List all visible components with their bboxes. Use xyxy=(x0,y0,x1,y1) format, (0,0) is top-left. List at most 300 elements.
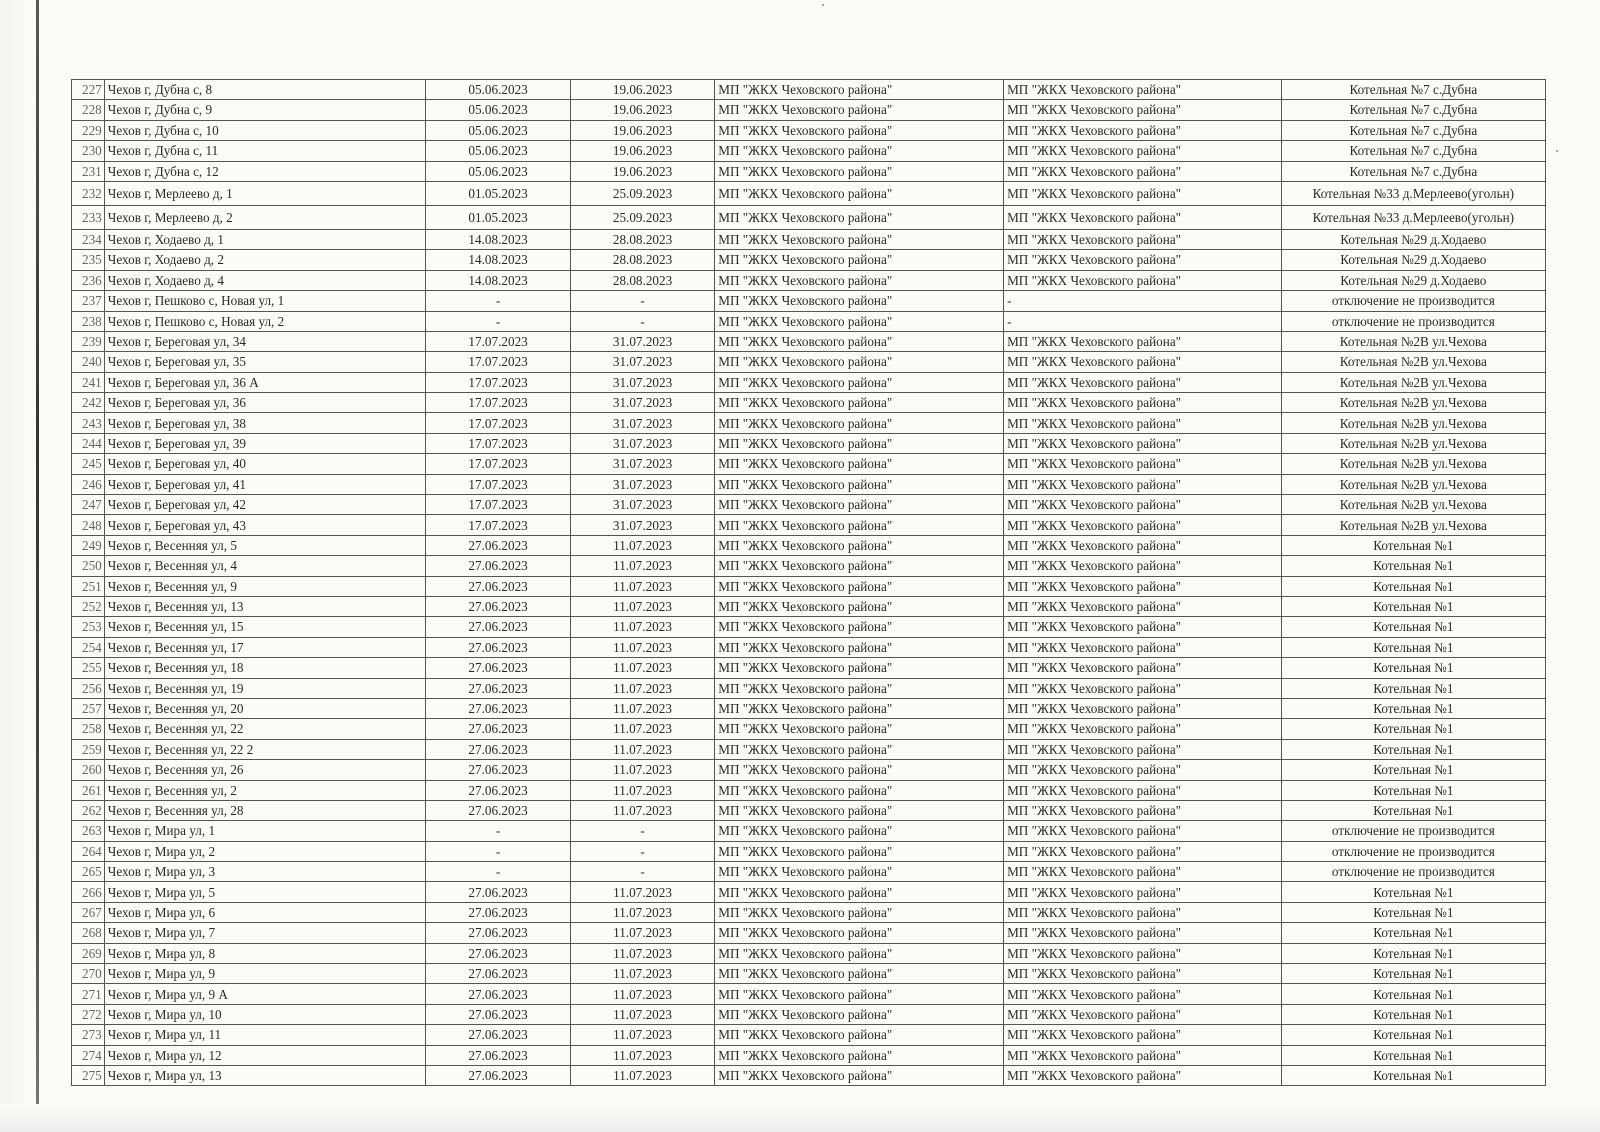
address-cell: Чехов г, Весенняя ул, 20 xyxy=(104,698,426,718)
outage-end-date: - xyxy=(570,841,714,861)
address-cell: Чехов г, Весенняя ул, 2 xyxy=(104,780,426,800)
managing-organization: МП "ЖКХ Чеховского района" xyxy=(715,739,1004,759)
managing-organization: МП "ЖКХ Чеховского района" xyxy=(715,1045,1004,1065)
table-row xyxy=(72,352,1546,372)
heat-source: Котельная №2В ул.Чехова xyxy=(1281,352,1545,372)
heat-supply-organization: МП "ЖКХ Чеховского района" xyxy=(1004,637,1282,657)
outage-end-date: 19.06.2023 xyxy=(570,100,714,120)
address-cell: Чехов г, Пешково с, Новая ул, 2 xyxy=(104,311,426,331)
address-cell: Чехов г, Мерлеево д, 1 xyxy=(104,181,426,205)
row-number: 240 xyxy=(72,352,105,372)
heat-supply-organization: МП "ЖКХ Чеховского района" xyxy=(1004,181,1282,205)
managing-organization: МП "ЖКХ Чеховского района" xyxy=(715,800,1004,820)
address-cell: Чехов г, Мира ул, 6 xyxy=(104,902,426,922)
outage-end-date: 11.07.2023 xyxy=(570,739,714,759)
heat-source: Котельная №1 xyxy=(1281,698,1545,718)
heat-supply-organization: МП "ЖКХ Чеховского района" xyxy=(1004,984,1282,1004)
address-cell: Чехов г, Мира ул, 8 xyxy=(104,943,426,963)
heat-source: Котельная №1 xyxy=(1281,943,1545,963)
outage-end-date: 11.07.2023 xyxy=(570,943,714,963)
table-row xyxy=(72,372,1546,392)
outage-end-date: - xyxy=(570,821,714,841)
outage-start-date: 27.06.2023 xyxy=(426,637,570,657)
outage-start-date: 27.06.2023 xyxy=(426,760,570,780)
outage-start-date: 27.06.2023 xyxy=(426,1045,570,1065)
heat-supply-organization: МП "ЖКХ Чеховского района" xyxy=(1004,943,1282,963)
row-number: 268 xyxy=(72,923,105,943)
heat-supply-organization: МП "ЖКХ Чеховского района" xyxy=(1004,205,1282,229)
address-cell: Чехов г, Весенняя ул, 4 xyxy=(104,556,426,576)
table-row xyxy=(72,943,1546,963)
table-row xyxy=(72,576,1546,596)
row-number: 256 xyxy=(72,678,105,698)
table-row xyxy=(72,413,1546,433)
outage-start-date: 17.07.2023 xyxy=(426,331,570,351)
heat-source: отключение не производится xyxy=(1281,841,1545,861)
heat-source: Котельная №7 с.Дубна xyxy=(1281,141,1545,161)
row-number: 232 xyxy=(72,181,105,205)
managing-organization: МП "ЖКХ Чеховского района" xyxy=(715,270,1004,290)
outage-start-date: 05.06.2023 xyxy=(426,120,570,140)
outage-start-date: 01.05.2023 xyxy=(426,181,570,205)
heat-supply-organization: МП "ЖКХ Чеховского района" xyxy=(1004,862,1282,882)
managing-organization: МП "ЖКХ Чеховского района" xyxy=(715,393,1004,413)
outage-start-date: 17.07.2023 xyxy=(426,413,570,433)
managing-organization: МП "ЖКХ Чеховского района" xyxy=(715,658,1004,678)
heat-supply-organization: МП "ЖКХ Чеховского района" xyxy=(1004,1025,1282,1045)
table-row xyxy=(72,658,1546,678)
outage-start-date: 27.06.2023 xyxy=(426,800,570,820)
outage-start-date: 27.06.2023 xyxy=(426,923,570,943)
scan-speck xyxy=(822,4,824,6)
outage-start-date: - xyxy=(426,862,570,882)
managing-organization: МП "ЖКХ Чеховского района" xyxy=(715,719,1004,739)
table-row xyxy=(72,331,1546,351)
heat-supply-organization: МП "ЖКХ Чеховского района" xyxy=(1004,515,1282,535)
outage-end-date: 11.07.2023 xyxy=(570,964,714,984)
row-number: 267 xyxy=(72,902,105,922)
table-row xyxy=(72,923,1546,943)
row-number: 236 xyxy=(72,270,105,290)
outage-start-date: - xyxy=(426,291,570,311)
heat-supply-organization: МП "ЖКХ Чеховского района" xyxy=(1004,923,1282,943)
outage-end-date: 11.07.2023 xyxy=(570,902,714,922)
row-number: 273 xyxy=(72,1025,105,1045)
heat-supply-organization: МП "ЖКХ Чеховского района" xyxy=(1004,1045,1282,1065)
row-number: 266 xyxy=(72,882,105,902)
heat-source: Котельная №1 xyxy=(1281,902,1545,922)
address-cell: Чехов г, Мира ул, 5 xyxy=(104,882,426,902)
outage-start-date: 05.06.2023 xyxy=(426,80,570,100)
outage-start-date: 14.08.2023 xyxy=(426,229,570,249)
outage-start-date: 27.06.2023 xyxy=(426,658,570,678)
table-row xyxy=(72,698,1546,718)
managing-organization: МП "ЖКХ Чеховского района" xyxy=(715,882,1004,902)
address-cell: Чехов г, Береговая ул, 38 xyxy=(104,413,426,433)
outage-end-date: 11.07.2023 xyxy=(570,800,714,820)
managing-organization: МП "ЖКХ Чеховского района" xyxy=(715,141,1004,161)
heat-supply-organization: МП "ЖКХ Чеховского района" xyxy=(1004,780,1282,800)
outage-start-date: 01.05.2023 xyxy=(426,205,570,229)
row-number: 237 xyxy=(72,291,105,311)
outage-end-date: 31.07.2023 xyxy=(570,413,714,433)
heat-source: Котельная №1 xyxy=(1281,719,1545,739)
table-row xyxy=(72,637,1546,657)
heat-supply-organization: МП "ЖКХ Чеховского района" xyxy=(1004,760,1282,780)
heat-source: Котельная №1 xyxy=(1281,535,1545,555)
heat-source: Котельная №2В ул.Чехова xyxy=(1281,515,1545,535)
outage-end-date: 11.07.2023 xyxy=(570,923,714,943)
managing-organization: МП "ЖКХ Чеховского района" xyxy=(715,161,1004,181)
heat-supply-organization: МП "ЖКХ Чеховского района" xyxy=(1004,474,1282,494)
outage-end-date: 28.08.2023 xyxy=(570,270,714,290)
heat-source: Котельная №1 xyxy=(1281,882,1545,902)
address-cell: Чехов г, Весенняя ул, 17 xyxy=(104,637,426,657)
table-row xyxy=(72,250,1546,270)
outage-end-date: 31.07.2023 xyxy=(570,393,714,413)
table-row xyxy=(72,270,1546,290)
outage-end-date: 19.06.2023 xyxy=(570,161,714,181)
outage-start-date: 05.06.2023 xyxy=(426,161,570,181)
heat-source: Котельная №2В ул.Чехова xyxy=(1281,474,1545,494)
heat-supply-organization: МП "ЖКХ Чеховского района" xyxy=(1004,1065,1282,1085)
outage-start-date: 27.06.2023 xyxy=(426,902,570,922)
address-cell: Чехов г, Ходаево д, 1 xyxy=(104,229,426,249)
managing-organization: МП "ЖКХ Чеховского района" xyxy=(715,181,1004,205)
heat-source: Котельная №1 xyxy=(1281,1025,1545,1045)
managing-organization: МП "ЖКХ Чеховского района" xyxy=(715,311,1004,331)
outage-start-date: 27.06.2023 xyxy=(426,617,570,637)
scan-binding-edge xyxy=(36,0,39,1132)
managing-organization: МП "ЖКХ Чеховского района" xyxy=(715,515,1004,535)
row-number: 258 xyxy=(72,719,105,739)
heat-source: Котельная №1 xyxy=(1281,1045,1545,1065)
outage-start-date: 27.06.2023 xyxy=(426,882,570,902)
outage-end-date: 31.07.2023 xyxy=(570,515,714,535)
outage-end-date: 11.07.2023 xyxy=(570,596,714,616)
managing-organization: МП "ЖКХ Чеховского района" xyxy=(715,80,1004,100)
table-row xyxy=(72,780,1546,800)
outage-start-date: 17.07.2023 xyxy=(426,352,570,372)
outage-start-date: 27.06.2023 xyxy=(426,1065,570,1085)
managing-organization: МП "ЖКХ Чеховского района" xyxy=(715,760,1004,780)
outage-start-date: 27.06.2023 xyxy=(426,535,570,555)
table-row xyxy=(72,739,1546,759)
outage-end-date: - xyxy=(570,291,714,311)
heat-source: отключение не производится xyxy=(1281,862,1545,882)
outage-start-date: - xyxy=(426,841,570,861)
row-number: 259 xyxy=(72,739,105,759)
table-row xyxy=(72,678,1546,698)
heat-supply-organization: МП "ЖКХ Чеховского района" xyxy=(1004,120,1282,140)
managing-organization: МП "ЖКХ Чеховского района" xyxy=(715,433,1004,453)
table-row xyxy=(72,1065,1546,1085)
outage-start-date: 27.06.2023 xyxy=(426,576,570,596)
outage-end-date: 19.06.2023 xyxy=(570,120,714,140)
heat-source: отключение не производится xyxy=(1281,821,1545,841)
address-cell: Чехов г, Дубна с, 10 xyxy=(104,120,426,140)
outage-end-date: 11.07.2023 xyxy=(570,882,714,902)
address-cell: Чехов г, Весенняя ул, 5 xyxy=(104,535,426,555)
row-number: 265 xyxy=(72,862,105,882)
table-row xyxy=(72,617,1546,637)
address-cell: Чехов г, Весенняя ул, 18 xyxy=(104,658,426,678)
address-cell: Чехов г, Мира ул, 12 xyxy=(104,1045,426,1065)
address-cell: Чехов г, Береговая ул, 34 xyxy=(104,331,426,351)
row-number: 246 xyxy=(72,474,105,494)
row-number: 230 xyxy=(72,141,105,161)
managing-organization: МП "ЖКХ Чеховского района" xyxy=(715,1004,1004,1024)
managing-organization: МП "ЖКХ Чеховского района" xyxy=(715,964,1004,984)
heat-source: Котельная №1 xyxy=(1281,576,1545,596)
table-row xyxy=(72,433,1546,453)
address-cell: Чехов г, Весенняя ул, 9 xyxy=(104,576,426,596)
heat-source: Котельная №1 xyxy=(1281,556,1545,576)
heat-source: Котельная №33 д.Мерлеево(угольн) xyxy=(1281,181,1545,205)
table-row xyxy=(72,862,1546,882)
table-row xyxy=(72,719,1546,739)
outage-end-date: 28.08.2023 xyxy=(570,250,714,270)
row-number: 272 xyxy=(72,1004,105,1024)
heat-source: Котельная №7 с.Дубна xyxy=(1281,100,1545,120)
outage-start-date: 27.06.2023 xyxy=(426,1025,570,1045)
outage-start-date: 27.06.2023 xyxy=(426,556,570,576)
managing-organization: МП "ЖКХ Чеховского района" xyxy=(715,576,1004,596)
table-row xyxy=(72,311,1546,331)
address-cell: Чехов г, Дубна с, 11 xyxy=(104,141,426,161)
outage-start-date: 27.06.2023 xyxy=(426,780,570,800)
table-row xyxy=(72,454,1546,474)
heat-source: Котельная №1 xyxy=(1281,739,1545,759)
outage-end-date: 11.07.2023 xyxy=(570,1004,714,1024)
row-number: 275 xyxy=(72,1065,105,1085)
heat-source: Котельная №29 д.Ходаево xyxy=(1281,270,1545,290)
table-row xyxy=(72,495,1546,515)
managing-organization: МП "ЖКХ Чеховского района" xyxy=(715,821,1004,841)
managing-organization: МП "ЖКХ Чеховского района" xyxy=(715,120,1004,140)
outage-end-date: 11.07.2023 xyxy=(570,678,714,698)
heat-supply-organization: МП "ЖКХ Чеховского района" xyxy=(1004,161,1282,181)
row-number: 260 xyxy=(72,760,105,780)
outage-end-date: 25.09.2023 xyxy=(570,205,714,229)
outage-end-date: 19.06.2023 xyxy=(570,80,714,100)
heat-supply-organization: МП "ЖКХ Чеховского района" xyxy=(1004,229,1282,249)
table-row xyxy=(72,141,1546,161)
managing-organization: МП "ЖКХ Чеховского района" xyxy=(715,331,1004,351)
table-row xyxy=(72,800,1546,820)
table-row xyxy=(72,181,1546,205)
outage-end-date: 31.07.2023 xyxy=(570,331,714,351)
row-number: 248 xyxy=(72,515,105,535)
managing-organization: МП "ЖКХ Чеховского района" xyxy=(715,617,1004,637)
row-number: 247 xyxy=(72,495,105,515)
table-row xyxy=(72,535,1546,555)
row-number: 261 xyxy=(72,780,105,800)
address-cell: Чехов г, Мира ул, 11 xyxy=(104,1025,426,1045)
heat-supply-organization: МП "ЖКХ Чеховского района" xyxy=(1004,352,1282,372)
heat-source: Котельная №7 с.Дубна xyxy=(1281,161,1545,181)
row-number: 229 xyxy=(72,120,105,140)
heat-source: Котельная №7 с.Дубна xyxy=(1281,120,1545,140)
heat-source: Котельная №2В ул.Чехова xyxy=(1281,331,1545,351)
managing-organization: МП "ЖКХ Чеховского района" xyxy=(715,698,1004,718)
address-cell: Чехов г, Мира ул, 13 xyxy=(104,1065,426,1085)
outage-start-date: 27.06.2023 xyxy=(426,596,570,616)
heat-source: Котельная №1 xyxy=(1281,964,1545,984)
outage-end-date: 11.07.2023 xyxy=(570,1025,714,1045)
heat-supply-organization: МП "ЖКХ Чеховского района" xyxy=(1004,270,1282,290)
heat-source: Котельная №1 xyxy=(1281,984,1545,1004)
table-row xyxy=(72,393,1546,413)
address-cell: Чехов г, Береговая ул, 36 А xyxy=(104,372,426,392)
outage-end-date: 11.07.2023 xyxy=(570,1045,714,1065)
outage-end-date: 31.07.2023 xyxy=(570,352,714,372)
row-number: 255 xyxy=(72,658,105,678)
heat-supply-organization: МП "ЖКХ Чеховского района" xyxy=(1004,902,1282,922)
managing-organization: МП "ЖКХ Чеховского района" xyxy=(715,862,1004,882)
table-row xyxy=(72,1045,1546,1065)
address-cell: Чехов г, Весенняя ул, 22 2 xyxy=(104,739,426,759)
row-number: 241 xyxy=(72,372,105,392)
outage-end-date: 31.07.2023 xyxy=(570,454,714,474)
address-cell: Чехов г, Дубна с, 9 xyxy=(104,100,426,120)
managing-organization: МП "ЖКХ Чеховского района" xyxy=(715,205,1004,229)
row-number: 253 xyxy=(72,617,105,637)
row-number: 239 xyxy=(72,331,105,351)
table-row xyxy=(72,474,1546,494)
row-number: 269 xyxy=(72,943,105,963)
outage-start-date: 14.08.2023 xyxy=(426,250,570,270)
heat-source: Котельная №1 xyxy=(1281,617,1545,637)
managing-organization: МП "ЖКХ Чеховского района" xyxy=(715,841,1004,861)
heat-supply-organization: МП "ЖКХ Чеховского района" xyxy=(1004,454,1282,474)
outage-end-date: 11.07.2023 xyxy=(570,760,714,780)
heat-source: Котельная №2В ул.Чехова xyxy=(1281,413,1545,433)
outage-start-date: 27.06.2023 xyxy=(426,964,570,984)
address-cell: Чехов г, Ходаево д, 4 xyxy=(104,270,426,290)
table-row xyxy=(72,902,1546,922)
outage-end-date: 28.08.2023 xyxy=(570,229,714,249)
outage-end-date: 31.07.2023 xyxy=(570,474,714,494)
outage-start-date: 14.08.2023 xyxy=(426,270,570,290)
heat-supply-organization: МП "ЖКХ Чеховского района" xyxy=(1004,556,1282,576)
row-number: 245 xyxy=(72,454,105,474)
table-row xyxy=(72,556,1546,576)
table-row xyxy=(72,100,1546,120)
outage-start-date: 27.06.2023 xyxy=(426,698,570,718)
managing-organization: МП "ЖКХ Чеховского района" xyxy=(715,229,1004,249)
row-number: 228 xyxy=(72,100,105,120)
heat-source: Котельная №1 xyxy=(1281,658,1545,678)
heat-source: Котельная №1 xyxy=(1281,596,1545,616)
address-cell: Чехов г, Мира ул, 9 xyxy=(104,964,426,984)
heat-supply-organization: МП "ЖКХ Чеховского района" xyxy=(1004,964,1282,984)
outage-start-date: 05.06.2023 xyxy=(426,100,570,120)
row-number: 227 xyxy=(72,80,105,100)
row-number: 235 xyxy=(72,250,105,270)
table-row xyxy=(72,1025,1546,1045)
heat-supply-organization: МП "ЖКХ Чеховского района" xyxy=(1004,596,1282,616)
table-row xyxy=(72,229,1546,249)
outage-start-date: 17.07.2023 xyxy=(426,393,570,413)
heat-source: Котельная №2В ул.Чехова xyxy=(1281,454,1545,474)
outage-end-date: 25.09.2023 xyxy=(570,181,714,205)
outage-start-date: 17.07.2023 xyxy=(426,495,570,515)
address-cell: Чехов г, Весенняя ул, 13 xyxy=(104,596,426,616)
outage-end-date: - xyxy=(570,311,714,331)
outage-end-date: 11.07.2023 xyxy=(570,535,714,555)
managing-organization: МП "ЖКХ Чеховского района" xyxy=(715,413,1004,433)
outage-start-date: 27.06.2023 xyxy=(426,678,570,698)
heat-supply-organization: МП "ЖКХ Чеховского района" xyxy=(1004,372,1282,392)
outage-end-date: 11.07.2023 xyxy=(570,576,714,596)
outage-start-date: 27.06.2023 xyxy=(426,943,570,963)
address-cell: Чехов г, Береговая ул, 42 xyxy=(104,495,426,515)
row-number: 242 xyxy=(72,393,105,413)
outage-start-date: 05.06.2023 xyxy=(426,141,570,161)
heat-supply-organization: МП "ЖКХ Чеховского района" xyxy=(1004,413,1282,433)
outage-end-date: 31.07.2023 xyxy=(570,495,714,515)
managing-organization: МП "ЖКХ Чеховского района" xyxy=(715,1025,1004,1045)
heat-supply-organization: МП "ЖКХ Чеховского района" xyxy=(1004,841,1282,861)
heat-source: Котельная №33 д.Мерлеево(угольн) xyxy=(1281,205,1545,229)
outage-end-date: 11.07.2023 xyxy=(570,556,714,576)
heat-source: Котельная №2В ул.Чехова xyxy=(1281,433,1545,453)
address-cell: Чехов г, Дубна с, 12 xyxy=(104,161,426,181)
address-cell: Чехов г, Мира ул, 1 xyxy=(104,821,426,841)
managing-organization: МП "ЖКХ Чеховского района" xyxy=(715,250,1004,270)
table-row xyxy=(72,882,1546,902)
managing-organization: МП "ЖКХ Чеховского района" xyxy=(715,291,1004,311)
outage-start-date: 17.07.2023 xyxy=(426,515,570,535)
table-row xyxy=(72,964,1546,984)
heat-supply-organization: МП "ЖКХ Чеховского района" xyxy=(1004,141,1282,161)
row-number: 274 xyxy=(72,1045,105,1065)
row-number: 231 xyxy=(72,161,105,181)
address-cell: Чехов г, Весенняя ул, 28 xyxy=(104,800,426,820)
address-cell: Чехов г, Мира ул, 7 xyxy=(104,923,426,943)
table-row xyxy=(72,760,1546,780)
heat-supply-organization: МП "ЖКХ Чеховского района" xyxy=(1004,658,1282,678)
address-cell: Чехов г, Мира ул, 9 А xyxy=(104,984,426,1004)
outage-end-date: 11.07.2023 xyxy=(570,617,714,637)
heat-source: Котельная №1 xyxy=(1281,678,1545,698)
table-row xyxy=(72,984,1546,1004)
table-row xyxy=(72,515,1546,535)
table-row xyxy=(72,80,1546,100)
address-cell: Чехов г, Мира ул, 2 xyxy=(104,841,426,861)
heat-source: Котельная №1 xyxy=(1281,637,1545,657)
heat-source: Котельная №1 xyxy=(1281,800,1545,820)
scan-margin-shadow xyxy=(0,0,36,1132)
managing-organization: МП "ЖКХ Чеховского района" xyxy=(715,596,1004,616)
managing-organization: МП "ЖКХ Чеховского района" xyxy=(715,637,1004,657)
outage-end-date: 11.07.2023 xyxy=(570,637,714,657)
row-number: 270 xyxy=(72,964,105,984)
heat-supply-organization: МП "ЖКХ Чеховского района" xyxy=(1004,719,1282,739)
heat-supply-organization: - xyxy=(1004,311,1282,331)
table-row xyxy=(72,596,1546,616)
heat-supply-organization: МП "ЖКХ Чеховского района" xyxy=(1004,100,1282,120)
row-number: 257 xyxy=(72,698,105,718)
address-cell: Чехов г, Пешково с, Новая ул, 1 xyxy=(104,291,426,311)
managing-organization: МП "ЖКХ Чеховского района" xyxy=(715,100,1004,120)
outage-end-date: 31.07.2023 xyxy=(570,433,714,453)
managing-organization: МП "ЖКХ Чеховского района" xyxy=(715,923,1004,943)
row-number: 238 xyxy=(72,311,105,331)
managing-organization: МП "ЖКХ Чеховского района" xyxy=(715,943,1004,963)
row-number: 233 xyxy=(72,205,105,229)
